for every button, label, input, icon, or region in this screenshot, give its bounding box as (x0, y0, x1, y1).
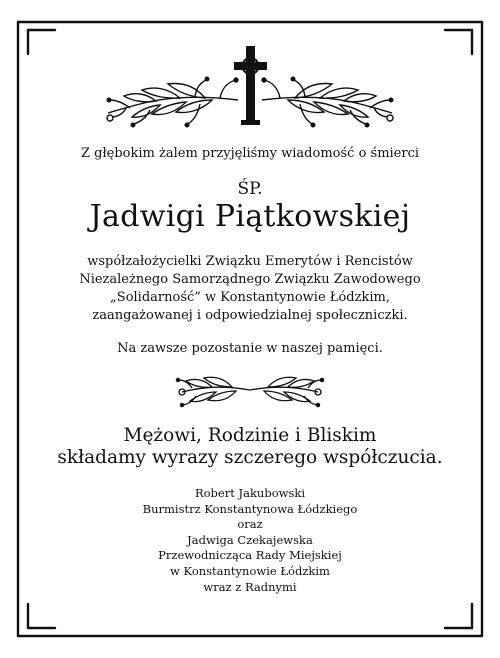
deceased-name: Jadwigi Piątkowskiej (89, 199, 411, 234)
signature-line: Robert Jakubowski (194, 486, 306, 500)
description-line: współzałożycielki Związku Emerytów i Rencistów (87, 254, 413, 269)
signature-line: wraz z Radnymi (203, 579, 297, 594)
laurel-branch-icon (262, 77, 393, 127)
signature-line: w Konstantynowie Łódzkim (170, 563, 330, 578)
condolence-line: Mężowi, Rodzinie i Bliskim (123, 425, 377, 446)
signature-line: oraz (237, 517, 263, 532)
description-line: „Solidarność” w Konstantynowie Łódzkim, (110, 290, 390, 305)
signature-line: Burmistrz Konstantynowa Łódzkiego (142, 501, 358, 516)
laurel-branch-icon (250, 377, 324, 406)
deceased-description (0, 253, 500, 325)
top-ornament (0, 40, 500, 135)
condolence-line: składamy wyrazy szczerego współczucia. (57, 447, 443, 468)
condolence-text (0, 425, 500, 469)
deceased-prefix: ŚP. (237, 179, 263, 199)
laurel-branch-icon (176, 377, 250, 406)
intro-text: Z głębokim żalem przyjęliśmy wiadomość o śmierci (80, 146, 420, 161)
description-line: zaangażowanej i odpowiedzialnej społeczniczki. (92, 308, 408, 323)
description-line: Niezależnego Samorządnego Związku Zawodowego (79, 272, 421, 287)
laurel-branch-icon (107, 77, 238, 127)
middle-ornament (0, 370, 500, 410)
signature-line: Jadwiga Czekajewska (187, 532, 313, 547)
signature-line: Przewodnicząca Rady Miejskiej (158, 548, 342, 563)
signature-block (0, 486, 500, 595)
cross-icon (234, 46, 267, 125)
memory-text: Na zawsze pozostanie w naszej pamięci. (117, 341, 383, 356)
